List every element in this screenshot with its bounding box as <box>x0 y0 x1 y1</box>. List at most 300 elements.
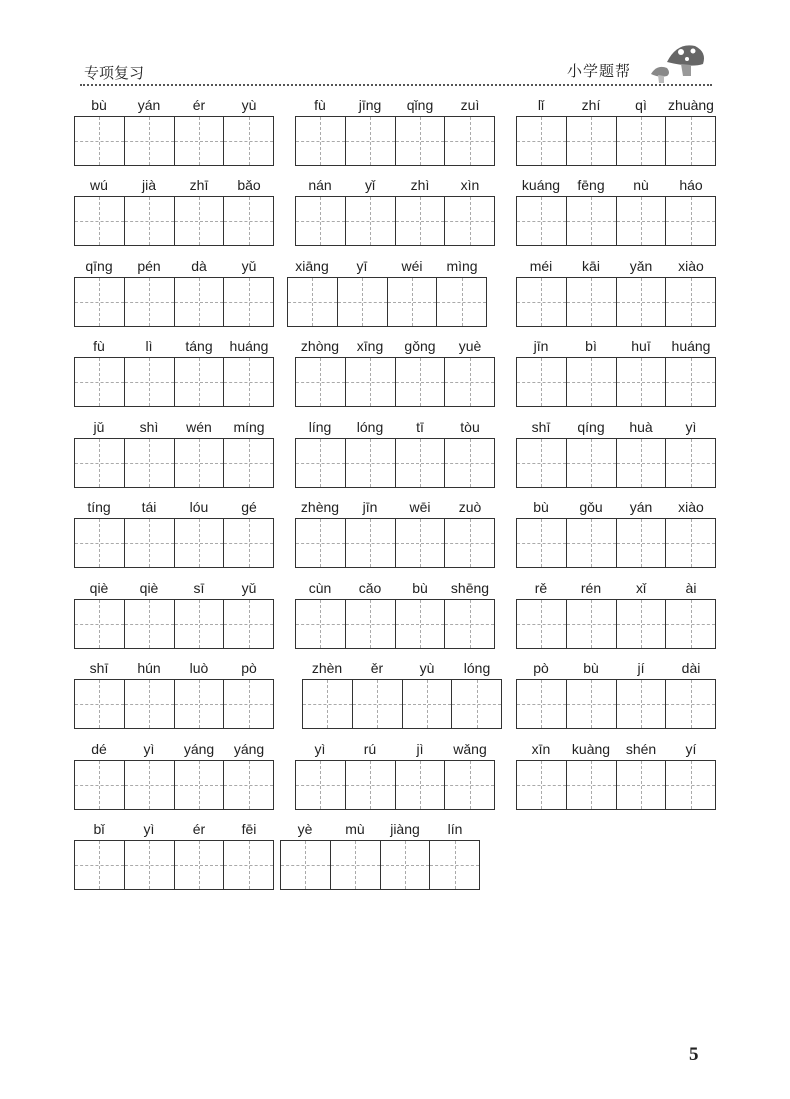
writing-cell[interactable] <box>174 197 224 245</box>
pinyin-row <box>516 257 716 277</box>
writing-grid <box>516 196 716 246</box>
pinyin-syllable: shī <box>89 660 109 676</box>
writing-cell[interactable] <box>296 197 345 245</box>
writing-cell[interactable] <box>616 117 666 165</box>
writing-grid <box>516 116 716 166</box>
pinyin-syllable: shēng <box>450 580 490 596</box>
pinyin-syllable: yì <box>685 419 697 435</box>
writing-grid <box>516 518 716 568</box>
writing-grid <box>516 357 716 407</box>
writing-cell[interactable] <box>517 519 566 567</box>
writing-cell[interactable] <box>352 680 402 728</box>
writing-cell[interactable] <box>345 600 395 648</box>
writing-grid <box>280 840 480 890</box>
pinyin-syllable: zuì <box>460 97 480 113</box>
pinyin-syllable: luò <box>189 660 209 676</box>
writing-grid <box>74 760 274 810</box>
writing-cell[interactable] <box>330 841 380 889</box>
writing-cell[interactable] <box>517 197 566 245</box>
writing-cell[interactable] <box>124 358 174 406</box>
pinyin-syllable: bù <box>91 97 107 113</box>
pinyin-row <box>74 579 274 599</box>
writing-cell[interactable] <box>174 358 224 406</box>
writing-cell[interactable] <box>517 680 566 728</box>
idiom-group <box>516 740 716 760</box>
writing-cell[interactable] <box>444 358 494 406</box>
pinyin-syllable: méi <box>529 258 553 274</box>
pinyin-syllable: yù <box>241 97 257 113</box>
pinyin-syllable: dài <box>681 660 701 676</box>
writing-cell[interactable] <box>665 680 715 728</box>
pinyin-syllable: mù <box>345 821 365 837</box>
idiom-group <box>74 337 274 357</box>
writing-cell[interactable] <box>517 117 566 165</box>
writing-cell[interactable] <box>296 519 345 567</box>
idiom-group <box>74 257 274 277</box>
idiom-group <box>295 579 495 599</box>
writing-cell[interactable] <box>566 761 616 809</box>
writing-cell[interactable] <box>223 680 273 728</box>
pinyin-syllable: táng <box>185 338 213 354</box>
writing-cell[interactable] <box>566 519 616 567</box>
writing-cell[interactable] <box>616 197 666 245</box>
pinyin-syllable: hún <box>137 660 161 676</box>
writing-cell[interactable] <box>345 761 395 809</box>
writing-cell[interactable] <box>395 439 445 487</box>
writing-cell[interactable] <box>566 680 616 728</box>
writing-cell[interactable] <box>395 600 445 648</box>
writing-grid <box>295 599 495 649</box>
writing-grid <box>516 438 716 488</box>
writing-cell[interactable] <box>444 197 494 245</box>
pinyin-syllable: dé <box>91 741 107 757</box>
idiom-group <box>74 96 274 116</box>
writing-cell[interactable] <box>75 600 124 648</box>
writing-grid <box>516 760 716 810</box>
writing-cell[interactable] <box>296 358 345 406</box>
pinyin-syllable: jiàng <box>390 821 420 837</box>
writing-cell[interactable] <box>223 117 273 165</box>
writing-cell[interactable] <box>451 680 501 728</box>
pinyin-syllable: yǔ <box>241 258 257 274</box>
pinyin-syllable: wéi <box>401 258 423 274</box>
writing-cell[interactable] <box>395 197 445 245</box>
writing-cell[interactable] <box>566 439 616 487</box>
writing-cell[interactable] <box>395 761 445 809</box>
writing-cell[interactable] <box>174 278 224 326</box>
pinyin-row <box>74 740 274 760</box>
pinyin-syllable: nán <box>308 177 332 193</box>
writing-cell[interactable] <box>566 197 616 245</box>
pinyin-syllable: zhèng <box>300 499 340 515</box>
writing-cell[interactable] <box>517 600 566 648</box>
pinyin-syllable: huáng <box>671 338 711 354</box>
pinyin-syllable: huáng <box>229 338 269 354</box>
writing-cell[interactable] <box>75 278 124 326</box>
writing-cell[interactable] <box>281 841 330 889</box>
pinyin-row <box>302 659 502 679</box>
writing-cell[interactable] <box>345 117 395 165</box>
idiom-group <box>516 579 716 599</box>
writing-cell[interactable] <box>223 841 273 889</box>
pinyin-row <box>516 418 716 438</box>
pinyin-syllable: zuò <box>458 499 482 515</box>
writing-cell[interactable] <box>223 761 273 809</box>
idiom-group <box>516 96 716 116</box>
writing-cell[interactable] <box>345 519 395 567</box>
pinyin-syllable: qiè <box>139 580 159 596</box>
pinyin-row <box>74 257 274 277</box>
writing-cell[interactable] <box>124 680 174 728</box>
pinyin-row <box>74 96 274 116</box>
idiom-group <box>295 96 495 116</box>
pinyin-syllable: kuáng <box>521 177 561 193</box>
writing-cell[interactable] <box>517 761 566 809</box>
pinyin-syllable: kāi <box>582 258 600 274</box>
pinyin-syllable: xiào <box>678 499 704 515</box>
pinyin-row <box>516 659 716 679</box>
pinyin-syllable: xǐ <box>635 580 647 596</box>
writing-cell[interactable] <box>616 600 666 648</box>
pinyin-syllable: xīn <box>531 741 551 757</box>
pinyin-row <box>74 659 274 679</box>
writing-cell[interactable] <box>124 761 174 809</box>
pinyin-row <box>74 176 274 196</box>
pinyin-syllable: kuàng <box>571 741 611 757</box>
pinyin-syllable: qīng <box>85 258 113 274</box>
writing-cell[interactable] <box>665 439 715 487</box>
page-number: 5 <box>689 1044 699 1065</box>
writing-cell[interactable] <box>345 358 395 406</box>
pinyin-syllable: wú <box>90 177 108 193</box>
pinyin-row <box>516 740 716 760</box>
idiom-group <box>295 337 495 357</box>
writing-grid <box>74 679 274 729</box>
pinyin-row <box>516 498 716 518</box>
pinyin-row <box>74 820 274 840</box>
writing-cell[interactable] <box>665 761 715 809</box>
writing-cell[interactable] <box>616 439 666 487</box>
pinyin-syllable: jīng <box>358 97 382 113</box>
pinyin-syllable: sī <box>193 580 205 596</box>
writing-cell[interactable] <box>402 680 452 728</box>
pinyin-syllable: tíng <box>87 499 111 515</box>
writing-cell[interactable] <box>665 358 715 406</box>
writing-cell[interactable] <box>337 278 387 326</box>
pinyin-syllable: gǒu <box>579 499 603 515</box>
pinyin-row <box>516 337 716 357</box>
writing-cell[interactable] <box>296 761 345 809</box>
pinyin-syllable: cùn <box>308 580 332 596</box>
writing-cell[interactable] <box>395 358 445 406</box>
idiom-group <box>516 176 716 196</box>
pinyin-syllable: bù <box>533 499 549 515</box>
pinyin-syllable: dà <box>191 258 207 274</box>
pinyin-syllable: yuè <box>458 338 482 354</box>
writing-cell[interactable] <box>75 117 124 165</box>
writing-cell[interactable] <box>566 358 616 406</box>
idiom-group <box>74 176 274 196</box>
writing-grid <box>295 760 495 810</box>
pinyin-row <box>295 579 495 599</box>
writing-grid <box>74 277 274 327</box>
pinyin-syllable: bù <box>583 660 599 676</box>
pinyin-syllable: ěr <box>370 660 384 676</box>
idiom-group <box>516 418 716 438</box>
pinyin-syllable: fù <box>93 338 105 354</box>
writing-cell[interactable] <box>616 680 666 728</box>
pinyin-syllable: zhī <box>189 177 209 193</box>
writing-cell[interactable] <box>303 680 352 728</box>
writing-cell[interactable] <box>444 519 494 567</box>
writing-cell[interactable] <box>75 197 124 245</box>
pinyin-syllable: bǎo <box>237 177 261 193</box>
writing-cell[interactable] <box>395 519 445 567</box>
pinyin-row <box>516 579 716 599</box>
idiom-group <box>74 418 274 438</box>
pinyin-row <box>295 418 495 438</box>
writing-cell[interactable] <box>223 439 273 487</box>
writing-cell[interactable] <box>444 600 494 648</box>
pinyin-syllable: huī <box>631 338 651 354</box>
idiom-group <box>295 418 495 438</box>
writing-cell[interactable] <box>124 278 174 326</box>
pinyin-syllable: wǎng <box>453 741 487 757</box>
pinyin-syllable: tòu <box>460 419 480 435</box>
pinyin-syllable: wén <box>186 419 212 435</box>
writing-grid <box>295 116 495 166</box>
writing-grid <box>74 518 274 568</box>
writing-cell[interactable] <box>174 841 224 889</box>
pinyin-syllable: xiāng <box>295 258 329 274</box>
writing-grid <box>74 116 274 166</box>
writing-grid <box>74 840 274 890</box>
pinyin-row <box>295 498 495 518</box>
pinyin-syllable: qíng <box>577 419 605 435</box>
writing-cell[interactable] <box>665 117 715 165</box>
idiom-group <box>280 820 480 840</box>
idiom-group <box>74 820 274 840</box>
writing-cell[interactable] <box>444 761 494 809</box>
writing-cell[interactable] <box>665 519 715 567</box>
pinyin-syllable: yǎn <box>629 258 653 274</box>
pinyin-syllable: míng <box>233 419 265 435</box>
pinyin-syllable: fēng <box>577 177 605 193</box>
writing-cell[interactable] <box>665 600 715 648</box>
writing-cell[interactable] <box>75 841 124 889</box>
pinyin-row <box>295 740 495 760</box>
writing-grid <box>516 599 716 649</box>
writing-grid <box>74 357 274 407</box>
pinyin-syllable: ài <box>685 580 697 596</box>
writing-cell[interactable] <box>75 761 124 809</box>
idiom-group <box>295 498 495 518</box>
writing-cell[interactable] <box>566 600 616 648</box>
writing-cell[interactable] <box>395 117 445 165</box>
writing-cell[interactable] <box>288 278 337 326</box>
pinyin-syllable: yì <box>314 741 326 757</box>
writing-cell[interactable] <box>223 278 273 326</box>
pinyin-syllable: jǔ <box>93 419 105 435</box>
pinyin-syllable: fēi <box>241 821 257 837</box>
idiom-group <box>295 176 495 196</box>
idiom-group <box>287 257 487 277</box>
writing-cell[interactable] <box>296 600 345 648</box>
idiom-group <box>74 579 274 599</box>
pinyin-syllable: líng <box>308 419 332 435</box>
pinyin-syllable: zhì <box>410 177 430 193</box>
pinyin-syllable: xiào <box>678 258 704 274</box>
pinyin-syllable: yí <box>685 741 697 757</box>
pinyin-syllable: shī <box>531 419 551 435</box>
writing-cell[interactable] <box>616 761 666 809</box>
pinyin-syllable: yán <box>137 97 161 113</box>
pinyin-row <box>287 257 487 277</box>
pinyin-row <box>516 176 716 196</box>
pinyin-syllable: qì <box>635 97 647 113</box>
writing-cell[interactable] <box>296 439 345 487</box>
writing-cell[interactable] <box>124 197 174 245</box>
pinyin-syllable: cǎo <box>358 580 382 596</box>
pinyin-row <box>295 96 495 116</box>
pinyin-syllable: lóu <box>189 499 209 515</box>
writing-cell[interactable] <box>616 358 666 406</box>
writing-cell[interactable] <box>124 519 174 567</box>
writing-cell[interactable] <box>174 761 224 809</box>
writing-cell[interactable] <box>566 278 616 326</box>
pinyin-syllable: zhòng <box>300 338 340 354</box>
idiom-group <box>295 740 495 760</box>
writing-grid <box>295 438 495 488</box>
writing-cell[interactable] <box>75 439 124 487</box>
header-divider <box>80 84 712 86</box>
writing-cell[interactable] <box>124 600 174 648</box>
pinyin-syllable: pò <box>533 660 549 676</box>
pinyin-syllable: háo <box>679 177 703 193</box>
pinyin-syllable: yì <box>143 821 155 837</box>
writing-cell[interactable] <box>345 439 395 487</box>
pinyin-syllable: bì <box>585 338 597 354</box>
writing-cell[interactable] <box>223 600 273 648</box>
writing-cell[interactable] <box>223 197 273 245</box>
writing-grid <box>74 196 274 246</box>
writing-grid <box>295 196 495 246</box>
pinyin-syllable: lǐ <box>537 97 545 113</box>
writing-cell[interactable] <box>174 680 224 728</box>
writing-cell[interactable] <box>223 519 273 567</box>
writing-cell[interactable] <box>223 358 273 406</box>
pinyin-syllable: pò <box>241 660 257 676</box>
pinyin-syllable: jīn <box>362 499 378 515</box>
pinyin-row <box>295 337 495 357</box>
writing-cell[interactable] <box>174 117 224 165</box>
idiom-group <box>74 740 274 760</box>
section-title: 专项复习 <box>84 65 145 82</box>
pinyin-row <box>516 96 716 116</box>
pinyin-syllable: yè <box>297 821 313 837</box>
brand-title: 小学题帮 <box>567 63 632 80</box>
pinyin-syllable: zhèn <box>311 660 343 676</box>
writing-cell[interactable] <box>174 519 224 567</box>
pinyin-row <box>74 418 274 438</box>
pinyin-syllable: yán <box>629 499 653 515</box>
pinyin-syllable: pén <box>137 258 161 274</box>
pinyin-syllable: zhí <box>581 97 601 113</box>
writing-cell[interactable] <box>444 117 494 165</box>
pinyin-syllable: wēi <box>409 499 431 515</box>
writing-cell[interactable] <box>124 439 174 487</box>
pinyin-syllable: tái <box>141 499 157 515</box>
writing-cell[interactable] <box>380 841 430 889</box>
writing-cell[interactable] <box>517 358 566 406</box>
pinyin-syllable: ér <box>192 821 206 837</box>
pinyin-syllable: rú <box>363 741 377 757</box>
writing-cell[interactable] <box>345 197 395 245</box>
pinyin-row <box>280 820 480 840</box>
pinyin-syllable: gé <box>241 499 257 515</box>
pinyin-syllable: yù <box>419 660 435 676</box>
writing-cell[interactable] <box>517 439 566 487</box>
pinyin-syllable: lì <box>145 338 153 354</box>
pinyin-syllable: shén <box>625 741 657 757</box>
pinyin-syllable: yì <box>143 741 155 757</box>
writing-grid <box>302 679 502 729</box>
writing-cell[interactable] <box>174 600 224 648</box>
writing-cell[interactable] <box>429 841 479 889</box>
writing-grid <box>516 679 716 729</box>
writing-grid <box>295 357 495 407</box>
pinyin-syllable: yáng <box>183 741 215 757</box>
pinyin-syllable: gǒng <box>404 338 436 354</box>
writing-cell[interactable] <box>387 278 437 326</box>
pinyin-syllable: bǐ <box>93 821 105 837</box>
pinyin-syllable: huà <box>629 419 653 435</box>
pinyin-syllable: tī <box>416 419 424 435</box>
writing-cell[interactable] <box>616 278 666 326</box>
writing-cell[interactable] <box>75 519 124 567</box>
writing-cell[interactable] <box>665 278 715 326</box>
writing-cell[interactable] <box>174 439 224 487</box>
idiom-group <box>516 337 716 357</box>
idiom-group <box>74 659 274 679</box>
writing-cell[interactable] <box>444 439 494 487</box>
idiom-group <box>74 498 274 518</box>
pinyin-syllable: lín <box>447 821 463 837</box>
pinyin-syllable: rě <box>534 580 548 596</box>
idiom-group <box>516 498 716 518</box>
writing-cell[interactable] <box>665 197 715 245</box>
writing-cell[interactable] <box>566 117 616 165</box>
writing-cell[interactable] <box>616 519 666 567</box>
pinyin-syllable: yī <box>356 258 368 274</box>
writing-cell[interactable] <box>517 278 566 326</box>
writing-cell[interactable] <box>296 117 345 165</box>
pinyin-syllable: jià <box>141 177 156 193</box>
writing-cell[interactable] <box>436 278 486 326</box>
pinyin-syllable: jīn <box>533 338 549 354</box>
writing-cell[interactable] <box>75 680 124 728</box>
idiom-group <box>516 257 716 277</box>
writing-cell[interactable] <box>75 358 124 406</box>
pinyin-syllable: zhuàng <box>668 97 714 113</box>
pinyin-syllable: jí <box>637 660 645 676</box>
pinyin-syllable: xìn <box>460 177 480 193</box>
writing-cell[interactable] <box>124 117 174 165</box>
writing-cell[interactable] <box>124 841 174 889</box>
pinyin-syllable: bù <box>412 580 428 596</box>
pinyin-syllable: lóng <box>356 419 384 435</box>
writing-grid <box>516 277 716 327</box>
